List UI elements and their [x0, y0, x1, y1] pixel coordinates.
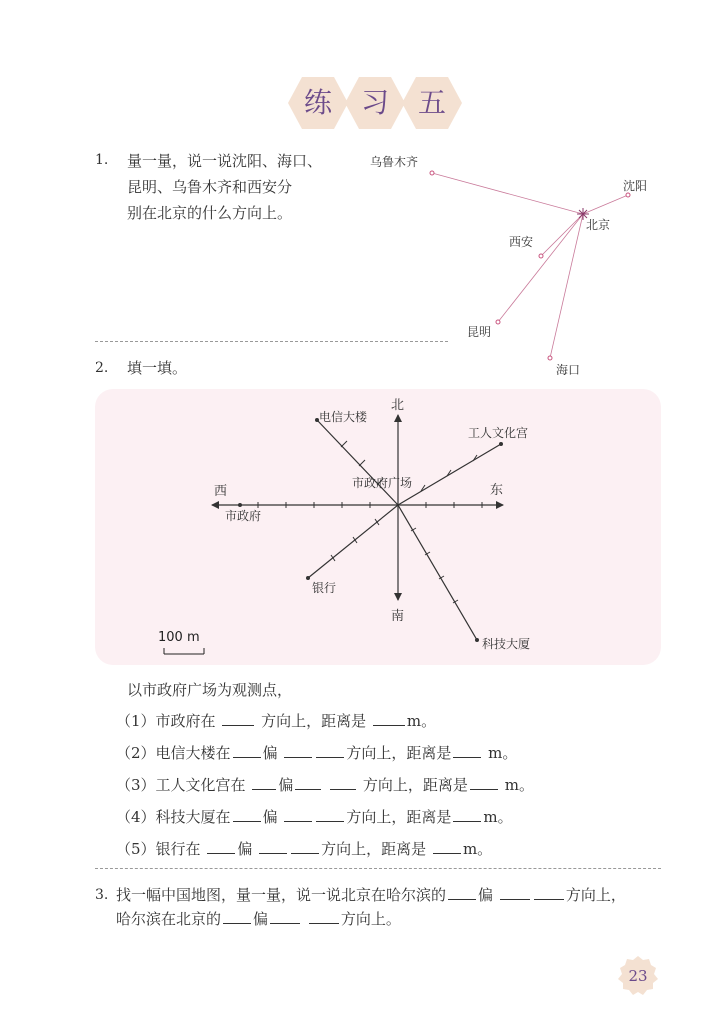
q2-item-4 — [116, 804, 513, 830]
q1-number: 1. — [95, 152, 109, 168]
q1-text — [127, 148, 322, 226]
q2-item-1 — [116, 708, 436, 734]
item-text: 电信大楼在 — [155, 744, 231, 762]
item-text: 方向上，距离是 — [346, 808, 452, 826]
item-text: 方向上，距离是 — [346, 744, 452, 762]
q2-intro: 以市政府广场为观测点， — [127, 681, 293, 699]
answer-blank[interactable] — [259, 837, 287, 854]
answer-blank[interactable] — [309, 907, 339, 924]
q2-prompt: 填一填。 — [127, 359, 188, 377]
map-label-haikou: 海口 — [556, 363, 581, 377]
divider — [95, 868, 661, 869]
q3-text: 方向上， — [565, 886, 626, 904]
q3-text: 找一幅中国地图，量一量，说一说北京在哈尔滨的 — [116, 886, 447, 904]
answer-blank[interactable] — [433, 837, 461, 854]
title-hex-1 — [287, 76, 349, 130]
item-text: 偏 — [262, 744, 278, 762]
tech-label: 科技大厦 — [482, 637, 531, 651]
q2-diagram-panel — [95, 389, 661, 665]
map-label-shenyang: 沈阳 — [623, 179, 648, 193]
q1-line: 量一量，说一说沈阳、海口、 — [127, 152, 323, 170]
answer-blank[interactable] — [316, 805, 344, 822]
item-text: 市政府在 — [155, 712, 216, 730]
item-unit: m。 — [504, 776, 534, 794]
item-number: （2） — [116, 744, 156, 762]
item-unit: m。 — [483, 808, 513, 826]
answer-blank[interactable] — [453, 741, 481, 758]
q3-text: 方向上。 — [340, 910, 401, 928]
dir-west: 西 — [214, 484, 228, 499]
map-label-kunming: 昆明 — [467, 325, 492, 339]
item-number: （4） — [116, 808, 156, 826]
answer-blank[interactable] — [252, 773, 276, 790]
answer-blank[interactable] — [373, 709, 405, 726]
q2-number: 2. — [95, 360, 109, 376]
answer-blank[interactable] — [233, 805, 261, 822]
item-unit: m。 — [406, 712, 437, 730]
map-label-beijing: 北京 — [586, 218, 611, 232]
answer-blank[interactable] — [207, 837, 235, 854]
title-char: 五 — [417, 86, 446, 119]
answer-blank[interactable] — [284, 805, 312, 822]
title-char: 习 — [360, 86, 389, 119]
q1-line: 昆明、乌鲁木齐和西安分 — [127, 178, 293, 196]
government-label: 市政府 — [225, 509, 262, 523]
divider — [95, 341, 448, 342]
answer-blank[interactable] — [453, 805, 481, 822]
item-unit: m。 — [488, 744, 518, 762]
item-number: （3） — [116, 776, 156, 794]
item-text: 科技大厦在 — [155, 808, 231, 826]
bank-label: 银行 — [312, 581, 337, 595]
item-text: 方向上，距离是 — [321, 840, 427, 858]
dir-east: 东 — [490, 483, 504, 498]
answer-blank[interactable] — [270, 907, 300, 924]
item-number: （1） — [116, 712, 156, 730]
q2-item-3 — [116, 772, 534, 798]
item-unit: m。 — [462, 840, 493, 858]
palace-label: 工人文化宫 — [468, 426, 529, 440]
q1-line: 别在北京的什么方向上。 — [127, 204, 293, 222]
answer-blank[interactable] — [534, 883, 564, 900]
scale-label: 100 m — [158, 630, 200, 645]
item-text: 方向上，距离是 — [362, 776, 468, 794]
page-number-badge — [616, 954, 660, 998]
item-text: 偏 — [262, 808, 278, 826]
dir-north: 北 — [391, 398, 405, 413]
answer-blank[interactable] — [295, 773, 321, 790]
answer-blank[interactable] — [291, 837, 319, 854]
answer-blank[interactable] — [222, 709, 254, 726]
item-number: （5） — [116, 840, 156, 858]
telecom-label: 电信大楼 — [319, 410, 368, 424]
q3-line-2 — [116, 906, 401, 932]
answer-blank[interactable] — [448, 883, 476, 900]
q3-text: 偏 — [253, 910, 269, 928]
map-label-xian: 西安 — [509, 235, 534, 249]
item-text: 偏 — [237, 840, 253, 858]
q3-text: 哈尔滨在北京的 — [116, 910, 222, 928]
scale-bar — [164, 648, 204, 654]
title-hex-2 — [344, 76, 406, 130]
item-text: 方向上，距离是 — [261, 712, 367, 730]
answer-blank[interactable] — [330, 773, 356, 790]
item-text: 偏 — [278, 776, 294, 794]
q3-line-1 — [116, 882, 626, 908]
answer-blank[interactable] — [284, 741, 312, 758]
q2-item-5 — [116, 836, 492, 862]
answer-blank[interactable] — [470, 773, 498, 790]
q3-number: 3. — [95, 887, 109, 903]
q2-item-2 — [116, 740, 517, 766]
page-number: 23 — [628, 967, 648, 985]
dir-south: 南 — [391, 609, 405, 624]
title-char: 练 — [303, 86, 332, 119]
answer-blank[interactable] — [223, 907, 251, 924]
title-hex-3 — [401, 76, 463, 130]
q3-text: 偏 — [478, 886, 494, 904]
item-text: 工人文化宫在 — [155, 776, 246, 794]
answer-blank[interactable] — [233, 741, 261, 758]
center-label: 市政府广场 — [352, 476, 413, 490]
compass-diagram — [95, 389, 661, 665]
q1-map — [360, 145, 648, 385]
item-text: 银行在 — [155, 840, 201, 858]
answer-blank[interactable] — [500, 883, 530, 900]
answer-blank[interactable] — [316, 741, 344, 758]
map-label-urumqi: 乌鲁木齐 — [370, 155, 419, 169]
